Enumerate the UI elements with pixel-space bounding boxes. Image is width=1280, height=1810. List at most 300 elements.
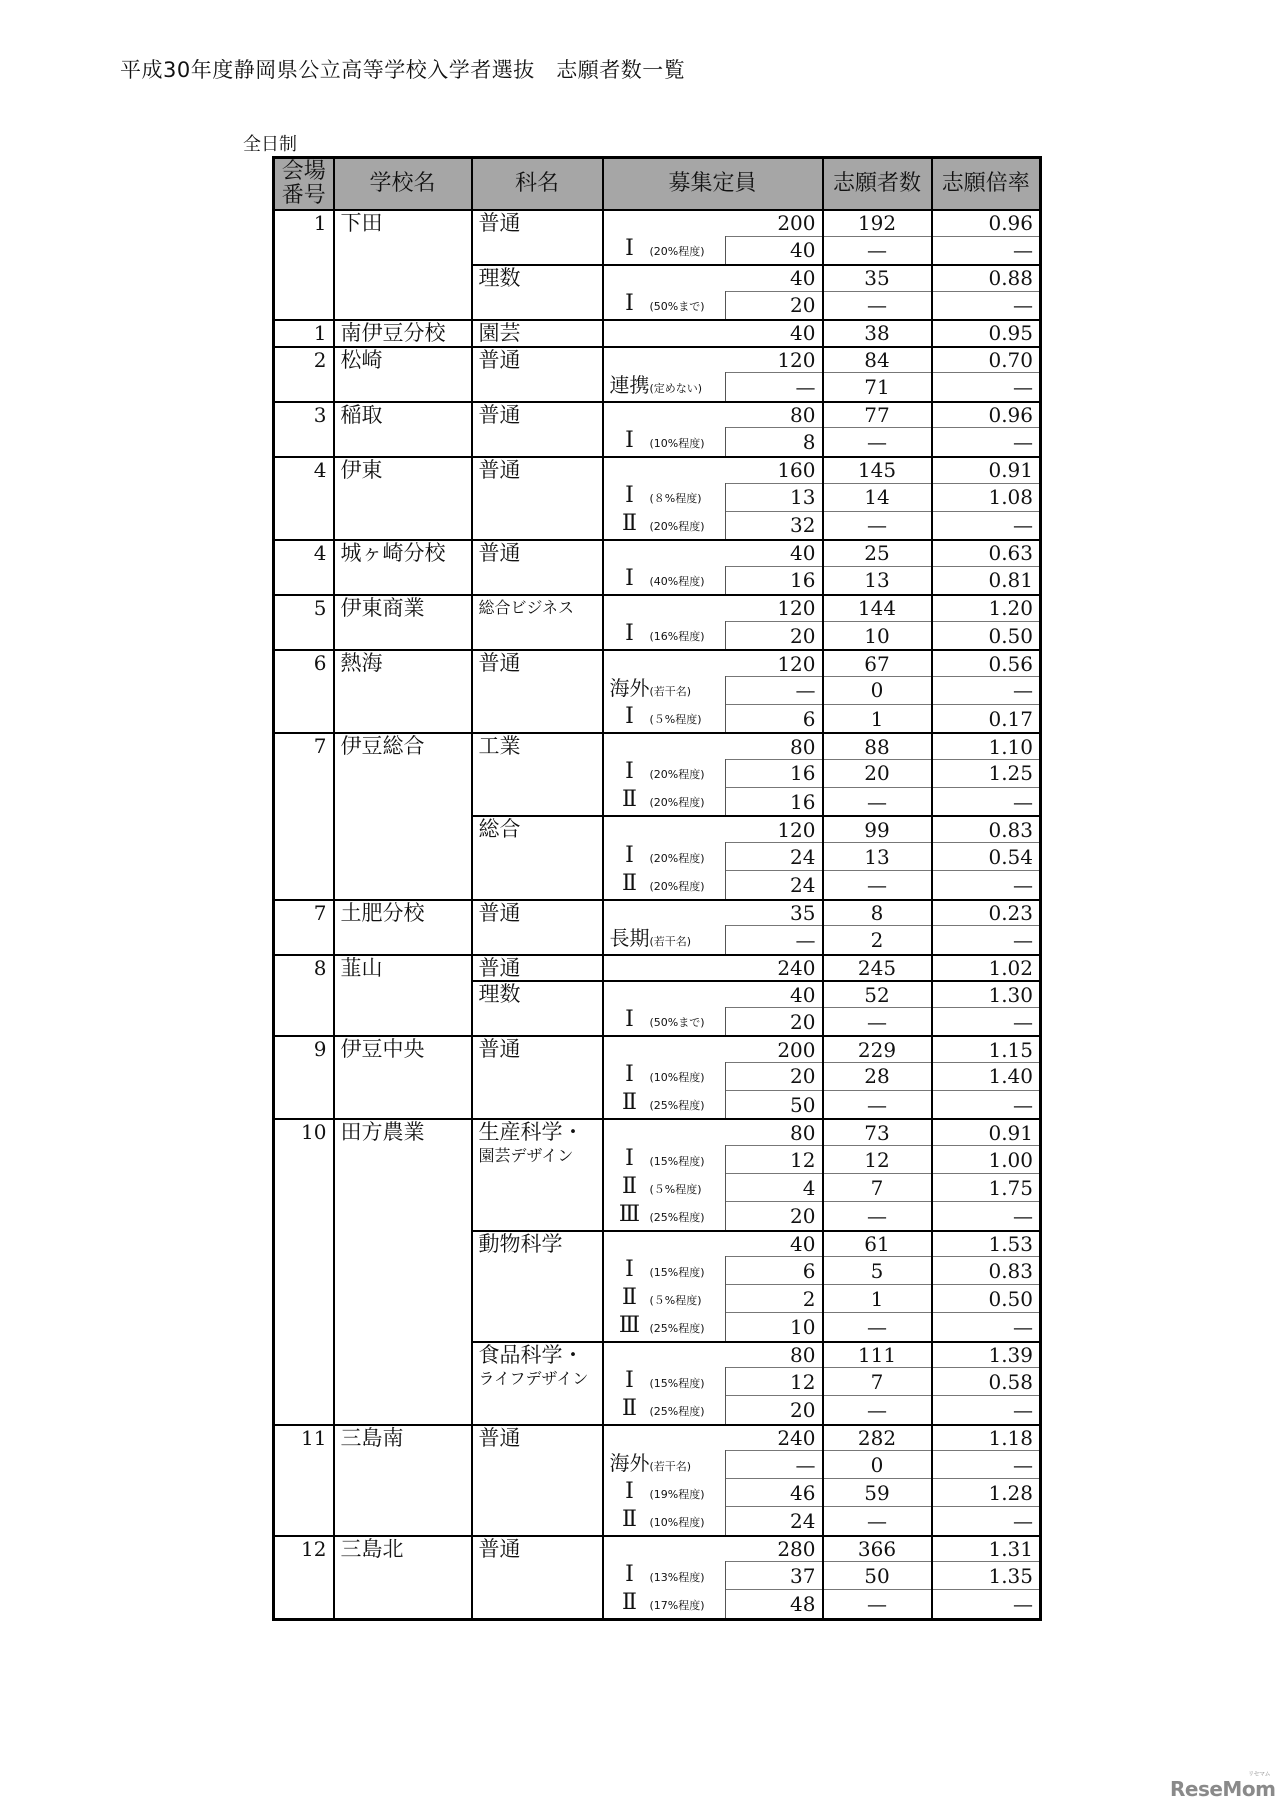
table-row (274, 595, 1041, 621)
venue-number: 4 (274, 457, 334, 540)
applicants-value: — (823, 871, 932, 900)
capacity-value: 40 (603, 320, 823, 347)
venue-number: 7 (274, 900, 334, 955)
capacity-value: — (726, 373, 823, 402)
applicants-value: — (823, 236, 932, 265)
section-label: 全日制 (243, 134, 297, 155)
quota-category (603, 1146, 726, 1174)
ratio-value: 0.54 (932, 843, 1041, 871)
applicants-value: 229 (823, 1036, 932, 1062)
school-name: 韮山 (334, 955, 472, 1037)
venue-number: 10 (274, 1119, 334, 1424)
department-name (472, 347, 603, 402)
department-name (472, 1342, 603, 1425)
header-applicants: 志願者数 (823, 158, 932, 211)
quota-roman-numeral: Ⅱ (622, 1506, 637, 1532)
quota-roman-numeral: Ⅰ (625, 236, 634, 262)
ratio-value: 1.00 (932, 1146, 1041, 1174)
ratio-value: 1.31 (932, 1536, 1041, 1562)
header-ratio: 志願倍率 (932, 158, 1041, 211)
applicants-value: 245 (823, 955, 932, 982)
quota-note: (15%程度) (649, 1265, 705, 1279)
ratio-value: 0.81 (932, 566, 1041, 595)
capacity-value: 12 (726, 1146, 823, 1174)
department-label: 普通 (478, 955, 521, 980)
venue-number: 4 (274, 540, 334, 595)
capacity-value: 200 (603, 210, 823, 236)
quota-category (603, 236, 726, 265)
venue-number: 5 (274, 595, 334, 650)
quota-category (603, 566, 726, 595)
quota-category (603, 787, 726, 816)
applicants-value: 0 (823, 676, 932, 704)
header-venue-no-line2: 番号 (281, 183, 326, 208)
quota-category (603, 759, 726, 787)
ratio-value: — (932, 1451, 1041, 1479)
capacity-value: 16 (726, 759, 823, 787)
department-name (472, 595, 603, 650)
quota-category (603, 1202, 726, 1231)
quota-roman-numeral: Ⅱ (622, 870, 637, 896)
applicants-value: 8 (823, 900, 932, 926)
applicants-value: 50 (823, 1562, 932, 1590)
department-name (472, 457, 603, 540)
department-name (472, 1425, 603, 1536)
capacity-value: 40 (603, 1231, 823, 1257)
applicants-value: 10 (823, 621, 932, 650)
quota-note: (50%まで) (649, 300, 705, 314)
school-name: 三島南 (334, 1425, 472, 1536)
quota-note: (19%程度) (649, 1487, 705, 1501)
ratio-value: 1.39 (932, 1342, 1041, 1368)
quota-category (603, 373, 726, 402)
school-name: 伊東 (334, 457, 472, 540)
ratio-value: — (932, 1507, 1041, 1536)
applicants-value: 99 (823, 816, 932, 842)
quota-category (603, 1090, 726, 1119)
quota-note: (５%程度) (649, 1182, 702, 1196)
capacity-value: 10 (726, 1313, 823, 1342)
venue-number: 7 (274, 733, 334, 899)
quota-category (603, 704, 726, 733)
quota-category (603, 676, 726, 704)
applicants-value: — (823, 1507, 932, 1536)
department-name (472, 900, 603, 955)
applicants-value: — (823, 511, 932, 540)
quota-roman-numeral: Ⅰ (625, 1062, 634, 1088)
capacity-value: — (726, 676, 823, 704)
applicants-value: 192 (823, 210, 932, 236)
department-label: 普通 (478, 211, 521, 235)
ratio-value: 1.10 (932, 733, 1041, 759)
quota-note: (10%程度) (649, 1515, 705, 1529)
applicants-value: 111 (823, 1342, 932, 1368)
department-name (472, 265, 603, 320)
quota-category (603, 1396, 726, 1425)
applicants-value: — (823, 787, 932, 816)
capacity-value: 20 (726, 1062, 823, 1090)
table-row (274, 900, 1041, 926)
quota-note: (20%程度) (649, 520, 705, 534)
quota-note: (20%程度) (649, 879, 705, 893)
ratio-value: 0.91 (932, 1119, 1041, 1145)
quota-category (603, 1368, 726, 1396)
applicants-value: — (823, 1313, 932, 1342)
department-label-cont: ライフデザイン (478, 1368, 589, 1388)
applicants-value: 52 (823, 981, 932, 1007)
applicants-value: 1 (823, 1285, 932, 1313)
applicants-value: — (823, 1590, 932, 1620)
department-label: 普通 (478, 402, 521, 427)
quota-note: (５%程度) (649, 1293, 702, 1307)
capacity-value: 24 (726, 871, 823, 900)
applicants-value: 282 (823, 1425, 932, 1451)
applicants-value: 67 (823, 650, 932, 676)
capacity-value: 120 (603, 816, 823, 842)
table-row (274, 347, 1041, 373)
capacity-value: 280 (603, 1536, 823, 1562)
applicants-value: 7 (823, 1174, 932, 1202)
header-capacity: 募集定員 (603, 158, 823, 211)
department-label: 普通 (478, 651, 521, 676)
quota-note: (40%程度) (649, 575, 705, 589)
capacity-value: 240 (603, 1425, 823, 1451)
ratio-value: — (932, 291, 1041, 320)
applicants-value: 59 (823, 1479, 932, 1507)
department-label: 普通 (478, 541, 521, 566)
ratio-value: 1.15 (932, 1036, 1041, 1062)
quota-note: (25%程度) (649, 1099, 705, 1113)
department-label: 普通 (478, 347, 521, 372)
table-row (274, 650, 1041, 676)
department-name (472, 1119, 603, 1230)
quota-note: (５%程度) (649, 713, 702, 727)
ratio-value: — (932, 1313, 1041, 1342)
ratio-value: 0.50 (932, 621, 1041, 650)
watermark-ruby: リセマム (1248, 1771, 1270, 1778)
capacity-value: 40 (603, 265, 823, 291)
ratio-value: 0.91 (932, 457, 1041, 483)
ratio-value: 1.40 (932, 1062, 1041, 1090)
capacity-value: 40 (603, 981, 823, 1007)
ratio-value: — (932, 1007, 1041, 1036)
ratio-value: 0.96 (932, 402, 1041, 428)
applicants-value: 84 (823, 347, 932, 373)
school-name: 伊豆中央 (334, 1036, 472, 1119)
applicants-value: 71 (823, 373, 932, 402)
ratio-value: 0.70 (932, 347, 1041, 373)
applicants-value: — (823, 1202, 932, 1231)
ratio-value: — (932, 1090, 1041, 1119)
applicants-value: — (823, 1090, 932, 1119)
capacity-value: 6 (726, 1257, 823, 1285)
applicants-value: 25 (823, 540, 932, 566)
applicants-value: — (823, 1396, 932, 1425)
capacity-value: 20 (726, 1396, 823, 1425)
quota-roman-numeral: Ⅱ (622, 511, 637, 537)
ratio-value: 0.83 (932, 1257, 1041, 1285)
ratio-value: 0.23 (932, 900, 1041, 926)
quota-roman-numeral: Ⅱ (622, 1284, 637, 1310)
ratio-value: 1.18 (932, 1425, 1041, 1451)
department-name (472, 320, 603, 347)
applicants-value: 13 (823, 566, 932, 595)
applicants-value: — (823, 428, 932, 457)
quota-roman-numeral: Ⅲ (618, 1312, 641, 1338)
quota-category (603, 1313, 726, 1342)
venue-number: 1 (274, 320, 334, 347)
ratio-value: 1.75 (932, 1174, 1041, 1202)
ratio-value: — (932, 871, 1041, 900)
ratio-value: — (932, 1590, 1041, 1620)
ratio-value: 1.30 (932, 981, 1041, 1007)
applicants-value: 5 (823, 1257, 932, 1285)
applicants-value: 12 (823, 1146, 932, 1174)
quota-note: (25%程度) (649, 1210, 705, 1224)
ratio-value: — (932, 428, 1041, 457)
school-name: 土肥分校 (334, 900, 472, 955)
applicants-value: 77 (823, 402, 932, 428)
ratio-value: 0.58 (932, 1368, 1041, 1396)
table-row (274, 1425, 1041, 1451)
quota-roman-numeral: Ⅲ (618, 1201, 641, 1227)
department-label: 普通 (478, 1425, 521, 1450)
school-name: 稲取 (334, 402, 472, 457)
venue-number: 12 (274, 1536, 334, 1620)
quota-category (603, 1590, 726, 1620)
table-row (274, 402, 1041, 428)
header-venue-no (274, 158, 334, 211)
quota-roman-numeral: Ⅰ (625, 842, 634, 868)
capacity-value: 80 (603, 402, 823, 428)
ratio-value: 1.02 (932, 955, 1041, 982)
table-row (274, 210, 1041, 236)
quota-category (603, 1285, 726, 1313)
table-row (274, 1036, 1041, 1062)
quota-category (603, 871, 726, 900)
capacity-value: 16 (726, 787, 823, 816)
ratio-value: 0.88 (932, 265, 1041, 291)
quota-note: (13%程度) (649, 1570, 705, 1584)
capacity-value: 120 (603, 650, 823, 676)
venue-number: 2 (274, 347, 334, 402)
ratio-value: — (932, 1202, 1041, 1231)
department-name (472, 540, 603, 595)
quota-category (603, 1507, 726, 1536)
capacity-value: 20 (726, 621, 823, 650)
quota-roman-numeral: Ⅰ (625, 1007, 634, 1033)
quota-roman-numeral: Ⅰ (625, 427, 634, 453)
capacity-value: 80 (603, 1119, 823, 1145)
capacity-value: 120 (603, 347, 823, 373)
quota-roman-numeral: Ⅱ (622, 1173, 637, 1199)
capacity-value: — (726, 1451, 823, 1479)
school-name: 松崎 (334, 347, 472, 402)
ratio-value: 0.17 (932, 704, 1041, 733)
department-name (472, 955, 603, 982)
ratio-value: 1.53 (932, 1231, 1041, 1257)
watermark-text: ReseMom (1170, 1777, 1276, 1801)
applicants-value: 7 (823, 1368, 932, 1396)
quota-roman-numeral: Ⅱ (622, 1589, 637, 1615)
capacity-value: 32 (726, 511, 823, 540)
ratio-value: — (932, 1396, 1041, 1425)
venue-number: 11 (274, 1425, 334, 1536)
quota-note: (10%程度) (649, 1071, 705, 1085)
quota-roman-numeral: Ⅰ (625, 1478, 634, 1504)
capacity-value: 24 (726, 843, 823, 871)
quota-note: (若干名) (649, 934, 692, 948)
quota-roman-numeral: Ⅱ (622, 1090, 637, 1116)
quota-category (603, 1479, 726, 1507)
ratio-value: 1.35 (932, 1562, 1041, 1590)
school-name: 熱海 (334, 650, 472, 733)
quota-category (603, 291, 726, 320)
header-venue-no-line1: 会場 (281, 159, 326, 184)
venue-number: 3 (274, 402, 334, 457)
ratio-value: 1.28 (932, 1479, 1041, 1507)
applicants-value: 35 (823, 265, 932, 291)
quota-roman-numeral: Ⅰ (625, 621, 634, 647)
quota-category (603, 511, 726, 540)
applicants-value: 28 (823, 1062, 932, 1090)
quota-note: (10%程度) (649, 436, 705, 450)
capacity-value: 46 (726, 1479, 823, 1507)
venue-number: 1 (274, 210, 334, 320)
header-row (274, 158, 1041, 211)
applicants-table (272, 156, 1042, 1621)
applicants-value: 366 (823, 1536, 932, 1562)
capacity-value: 8 (726, 428, 823, 457)
quota-type: 長期 (609, 925, 650, 950)
capacity-value: 240 (603, 955, 823, 982)
quota-roman-numeral: Ⅱ (622, 1395, 637, 1421)
capacity-value: 20 (726, 1007, 823, 1036)
venue-number: 8 (274, 955, 334, 1037)
ratio-value: — (932, 676, 1041, 704)
quota-category (603, 1257, 726, 1285)
capacity-value: 20 (726, 1202, 823, 1231)
ratio-value: — (932, 236, 1041, 265)
ratio-value: — (932, 926, 1041, 955)
quota-note: (20%程度) (649, 768, 705, 782)
page-title: 平成30年度静岡県公立高等学校入学者選抜 志願者数一覧 (120, 58, 686, 82)
capacity-value: 13 (726, 483, 823, 511)
department-name (472, 733, 603, 816)
school-name: 伊東商業 (334, 595, 472, 650)
capacity-value: 20 (726, 291, 823, 320)
applicants-value: 88 (823, 733, 932, 759)
applicants-value: 61 (823, 1231, 932, 1257)
capacity-value: 40 (603, 540, 823, 566)
ratio-value: 1.08 (932, 483, 1041, 511)
resemom-watermark (1170, 1771, 1276, 1801)
quota-roman-numeral: Ⅰ (625, 759, 634, 785)
school-name: 伊豆総合 (334, 733, 472, 899)
department-label: 普通 (478, 1037, 521, 1062)
quota-roman-numeral: Ⅰ (625, 704, 634, 730)
department-name (472, 1231, 603, 1342)
department-name (472, 981, 603, 1036)
table-row (274, 540, 1041, 566)
quota-category (603, 1007, 726, 1036)
quota-category (603, 428, 726, 457)
department-label: 普通 (478, 457, 521, 482)
table-row (274, 1119, 1041, 1145)
venue-number: 6 (274, 650, 334, 733)
quota-note: (８%程度) (649, 492, 702, 506)
quota-note: (定めない) (649, 381, 703, 395)
capacity-value: 6 (726, 704, 823, 733)
department-label: 総合ビジネス (478, 598, 575, 618)
department-name (472, 816, 603, 899)
capacity-value: 35 (603, 900, 823, 926)
ratio-value: 0.95 (932, 320, 1041, 347)
quota-note: (16%程度) (649, 630, 705, 644)
quota-roman-numeral: Ⅰ (625, 566, 634, 592)
applicants-value: 0 (823, 1451, 932, 1479)
quota-category (603, 1174, 726, 1202)
department-label: 普通 (478, 900, 521, 925)
applicants-value: 1 (823, 704, 932, 733)
quota-note: (25%程度) (649, 1404, 705, 1418)
quota-note: (17%程度) (649, 1598, 705, 1612)
quota-roman-numeral: Ⅱ (622, 787, 637, 813)
capacity-value: 160 (603, 457, 823, 483)
quota-category (603, 926, 726, 955)
capacity-value: 40 (726, 236, 823, 265)
quota-category (603, 483, 726, 511)
applicants-value: 38 (823, 320, 932, 347)
header-school: 学校名 (334, 158, 472, 211)
department-label: 理数 (478, 982, 521, 1007)
table-row (274, 320, 1041, 347)
capacity-value: 80 (603, 1342, 823, 1368)
capacity-value: 16 (726, 566, 823, 595)
ratio-value: — (932, 787, 1041, 816)
ratio-value: 1.20 (932, 595, 1041, 621)
quota-type: 連携 (609, 372, 650, 397)
school-name: 田方農業 (334, 1119, 472, 1424)
applicants-value: 145 (823, 457, 932, 483)
department-label-cont: 園芸デザイン (478, 1146, 574, 1166)
quota-roman-numeral: Ⅰ (625, 483, 634, 509)
applicants-value: — (823, 291, 932, 320)
venue-number: 9 (274, 1036, 334, 1119)
capacity-value: 50 (726, 1090, 823, 1119)
quota-category (603, 1062, 726, 1090)
department-name (472, 402, 603, 457)
quota-category (603, 1562, 726, 1590)
header-dept: 科名 (472, 158, 603, 211)
ratio-value: 1.25 (932, 759, 1041, 787)
table-row (274, 733, 1041, 759)
quota-category (603, 843, 726, 871)
applicants-value: 144 (823, 595, 932, 621)
department-label: 工業 (478, 734, 521, 759)
department-name (472, 210, 603, 265)
school-name: 南伊豆分校 (334, 320, 472, 347)
ratio-value: 0.63 (932, 540, 1041, 566)
applicants-value: 14 (823, 483, 932, 511)
applicants-value: 20 (823, 759, 932, 787)
table-body (274, 210, 1041, 1619)
department-label: 普通 (478, 1536, 521, 1561)
applicants-value: — (823, 1007, 932, 1036)
applicants-value: 2 (823, 926, 932, 955)
department-label: 食品科学・ (478, 1342, 584, 1367)
department-name (472, 1536, 603, 1620)
